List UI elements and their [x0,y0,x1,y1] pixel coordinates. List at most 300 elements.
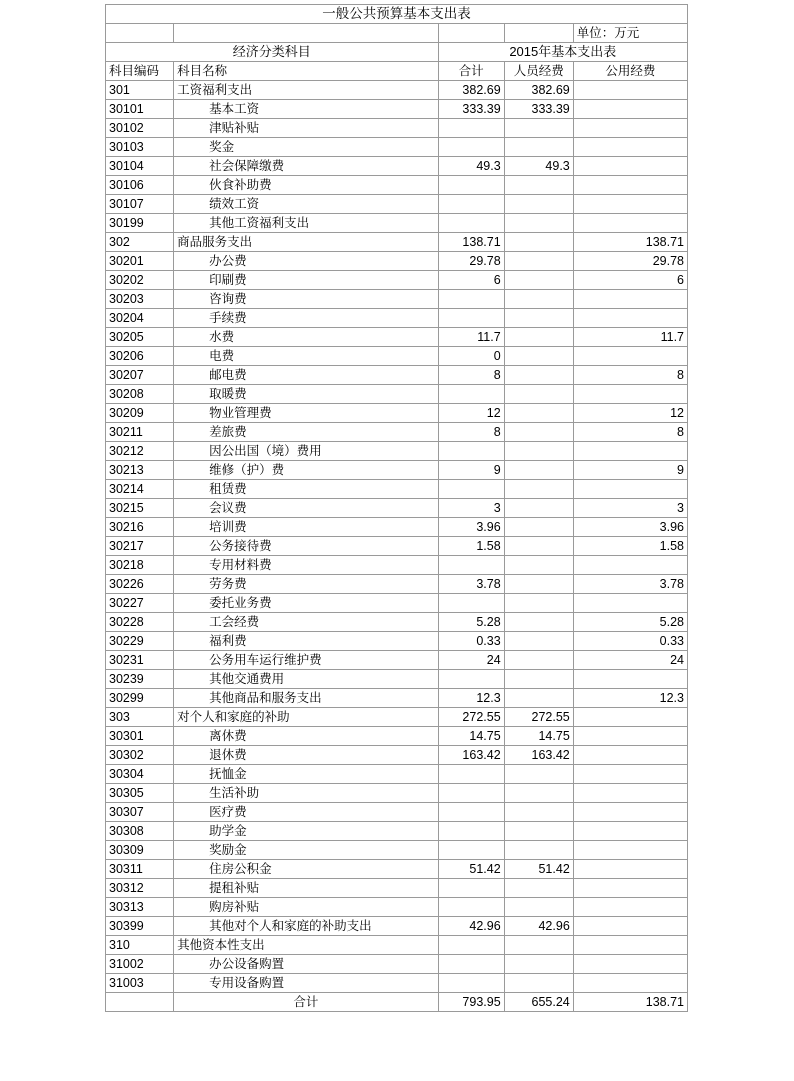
table-row [106,613,688,632]
cell-personnel [504,974,573,993]
group-header-economic-category: 经济分类科目 [106,43,439,62]
cell-personnel: 42.96 [504,917,573,936]
cell-subject-name: 提租补贴 [174,879,438,898]
cell-total: 12 [438,404,504,423]
cell-subject-name: 委托业务费 [174,594,438,613]
table-row [106,765,688,784]
table-row [106,784,688,803]
cell-public [573,480,687,499]
cell-code: 31002 [106,955,174,974]
cell-code: 30312 [106,879,174,898]
cell-public: 3 [573,499,687,518]
cell-code: 31003 [106,974,174,993]
cell-public: 0.33 [573,632,687,651]
cell-total [438,898,504,917]
cell-code: 30204 [106,309,174,328]
cell-total: 9 [438,461,504,480]
cell-subject-name: 差旅费 [174,423,438,442]
cell-personnel [504,537,573,556]
cell-code: 30106 [106,176,174,195]
cell-personnel [504,784,573,803]
cell-code: 30218 [106,556,174,575]
cell-public: 29.78 [573,252,687,271]
cell-total: 24 [438,651,504,670]
cell-public: 6 [573,271,687,290]
cell-total [438,195,504,214]
table-row [106,860,688,879]
cell-code: 30309 [106,841,174,860]
cell-subject-name: 生活补助 [174,784,438,803]
cell-total: 163.42 [438,746,504,765]
cell-subject-name: 专用材料费 [174,556,438,575]
cell-total [438,119,504,138]
table-row [106,138,688,157]
cell-subject-name: 购房补贴 [174,898,438,917]
cell-personnel [504,404,573,423]
cell-subject-name: 培训费 [174,518,438,537]
cell-subject-name: 其他交通费用 [174,670,438,689]
cell-code: 30206 [106,347,174,366]
cell-personnel [504,138,573,157]
cell-code: 301 [106,81,174,100]
cell-personnel [504,936,573,955]
table-row [106,157,688,176]
cell-public [573,119,687,138]
table-row [106,518,688,537]
table-row [106,746,688,765]
cell-code: 30211 [106,423,174,442]
cell-personnel [504,803,573,822]
title-row [106,5,688,24]
cell-subject-name: 维修（护）费 [174,461,438,480]
cell-code: 30207 [106,366,174,385]
cell-personnel [504,423,573,442]
page-title: 一般公共预算基本支出表 [106,5,688,24]
cell-total: 3 [438,499,504,518]
cell-public [573,822,687,841]
cell-total: 12.3 [438,689,504,708]
cell-personnel: 163.42 [504,746,573,765]
cell-code: 303 [106,708,174,727]
cell-public [573,860,687,879]
cell-code: 30228 [106,613,174,632]
cell-code: 30304 [106,765,174,784]
unit-row [106,24,688,43]
cell-public: 5.28 [573,613,687,632]
cell-public [573,746,687,765]
cell-personnel [504,385,573,404]
cell-code: 30202 [106,271,174,290]
cell-subject-name: 劳务费 [174,575,438,594]
cell-personnel [504,328,573,347]
cell-personnel: 51.42 [504,860,573,879]
cell-total [438,822,504,841]
cell-public [573,214,687,233]
cell-code: 30226 [106,575,174,594]
cell-subject-name: 对个人和家庭的补助 [174,708,438,727]
cell-public [573,727,687,746]
cell-code: 30301 [106,727,174,746]
cell-public [573,442,687,461]
cell-personnel: 333.39 [504,100,573,119]
table-row [106,461,688,480]
table-row [106,917,688,936]
cell-total: 49.3 [438,157,504,176]
cell-code: 30102 [106,119,174,138]
cell-subject-name: 工资福利支出 [174,81,438,100]
cell-public [573,955,687,974]
table-row [106,252,688,271]
cell-code: 30305 [106,784,174,803]
cell-subject-name: 社会保障缴费 [174,157,438,176]
cell-code: 30208 [106,385,174,404]
table-row [106,347,688,366]
cell-total: 5.28 [438,613,504,632]
cell-total [438,974,504,993]
cell-code: 30101 [106,100,174,119]
cell-code: 30308 [106,822,174,841]
cell-personnel [504,879,573,898]
cell-total [438,670,504,689]
table-row [106,309,688,328]
table-row [106,195,688,214]
cell-public: 1.58 [573,537,687,556]
cell-total [438,841,504,860]
cell-public [573,841,687,860]
table-row [106,689,688,708]
table-row [106,936,688,955]
cell-code: 30205 [106,328,174,347]
cell-personnel [504,480,573,499]
cell-subject-name: 商品服务支出 [174,233,438,252]
cell-public: 12 [573,404,687,423]
cell-public [573,556,687,575]
cell-code: 30216 [106,518,174,537]
cell-total [438,936,504,955]
cell-total: 51.42 [438,860,504,879]
table-row [106,898,688,917]
cell-subject-name: 邮电费 [174,366,438,385]
cell-subject-name: 奖励金 [174,841,438,860]
cell-subject-name: 咨询费 [174,290,438,309]
table-row [106,404,688,423]
cell-personnel [504,442,573,461]
cell-code: 30201 [106,252,174,271]
cell-personnel [504,499,573,518]
cell-total: 272.55 [438,708,504,727]
cell-total [438,594,504,613]
cell-public [573,176,687,195]
cell-personnel [504,575,573,594]
cell-total: 29.78 [438,252,504,271]
grand-total-personnel: 655.24 [504,993,573,1012]
table-row [106,100,688,119]
table-row [106,727,688,746]
cell-code: 30307 [106,803,174,822]
cell-code: 30214 [106,480,174,499]
cell-public [573,290,687,309]
cell-subject-name: 福利费 [174,632,438,651]
cell-public [573,898,687,917]
cell-public [573,594,687,613]
group-header-year-basic-expenditure: 2015年基本支出表 [438,43,687,62]
cell-total [438,955,504,974]
cell-personnel [504,898,573,917]
cell-subject-name: 办公费 [174,252,438,271]
table-row [106,632,688,651]
cell-public [573,765,687,784]
cell-total: 6 [438,271,504,290]
table-row [106,81,688,100]
unit-row-spacer-personnel [504,24,573,43]
grand-total-row [106,993,688,1012]
cell-total: 382.69 [438,81,504,100]
cell-personnel [504,290,573,309]
cell-subject-name: 取暖费 [174,385,438,404]
cell-personnel [504,252,573,271]
table-row [106,480,688,499]
cell-public [573,708,687,727]
cell-code: 30231 [106,651,174,670]
cell-code: 30213 [106,461,174,480]
cell-subject-name: 助学金 [174,822,438,841]
cell-personnel [504,841,573,860]
cell-subject-name: 会议费 [174,499,438,518]
cell-code: 30302 [106,746,174,765]
cell-personnel: 14.75 [504,727,573,746]
table-row [106,385,688,404]
grand-total-code-cell [106,993,174,1012]
cell-public: 12.3 [573,689,687,708]
cell-total: 8 [438,423,504,442]
cell-personnel [504,765,573,784]
cell-personnel [504,271,573,290]
cell-code: 30215 [106,499,174,518]
cell-code: 30107 [106,195,174,214]
table-row [106,499,688,518]
table-row [106,214,688,233]
cell-personnel [504,233,573,252]
cell-subject-name: 伙食补助费 [174,176,438,195]
table-row [106,290,688,309]
cell-code: 30399 [106,917,174,936]
cell-subject-name: 租赁费 [174,480,438,499]
grand-total-total: 793.95 [438,993,504,1012]
cell-code: 30203 [106,290,174,309]
table-row [106,670,688,689]
cell-public [573,347,687,366]
cell-subject-name: 印刷费 [174,271,438,290]
table-row [106,271,688,290]
cell-subject-name: 因公出国（境）费用 [174,442,438,461]
cell-total [438,385,504,404]
cell-personnel [504,670,573,689]
cell-total: 0.33 [438,632,504,651]
table-row [106,423,688,442]
cell-subject-name: 办公设备购置 [174,955,438,974]
cell-subject-name: 津贴补贴 [174,119,438,138]
cell-public: 24 [573,651,687,670]
cell-code: 30311 [106,860,174,879]
cell-public [573,974,687,993]
cell-personnel [504,214,573,233]
unit-row-spacer-total [438,24,504,43]
cell-code: 30229 [106,632,174,651]
column-header-code: 科目编码 [106,62,174,81]
cell-public [573,936,687,955]
table-row [106,708,688,727]
cell-code: 30239 [106,670,174,689]
cell-subject-name: 专用设备购置 [174,974,438,993]
cell-personnel [504,955,573,974]
cell-public: 3.78 [573,575,687,594]
cell-total [438,765,504,784]
table-row [106,651,688,670]
cell-subject-name: 水费 [174,328,438,347]
table-row [106,119,688,138]
cell-public [573,879,687,898]
cell-total [438,138,504,157]
cell-subject-name: 医疗费 [174,803,438,822]
grand-total-public: 138.71 [573,993,687,1012]
cell-public: 3.96 [573,518,687,537]
table-row [106,803,688,822]
cell-subject-name: 物业管理费 [174,404,438,423]
cell-subject-name: 抚恤金 [174,765,438,784]
table-row [106,955,688,974]
unit-row-spacer-code [106,24,174,43]
cell-subject-name: 其他对个人和家庭的补助支出 [174,917,438,936]
cell-total: 42.96 [438,917,504,936]
cell-code: 30104 [106,157,174,176]
cell-total [438,879,504,898]
cell-personnel [504,195,573,214]
cell-total [438,176,504,195]
cell-public [573,309,687,328]
column-header-name: 科目名称 [174,62,438,81]
cell-total: 1.58 [438,537,504,556]
table-row [106,537,688,556]
cell-code: 30212 [106,442,174,461]
budget-table-body [106,5,688,1012]
column-header-row [106,62,688,81]
cell-public [573,803,687,822]
cell-personnel [504,366,573,385]
cell-total: 3.96 [438,518,504,537]
column-header-personnel: 人员经费 [504,62,573,81]
table-row [106,233,688,252]
cell-public: 9 [573,461,687,480]
cell-subject-name: 绩效工资 [174,195,438,214]
cell-subject-name: 其他商品和服务支出 [174,689,438,708]
cell-total: 333.39 [438,100,504,119]
cell-subject-name: 公务接待费 [174,537,438,556]
cell-subject-name: 其他资本性支出 [174,936,438,955]
cell-public [573,195,687,214]
cell-total: 3.78 [438,575,504,594]
unit-row-spacer-name [174,24,438,43]
table-row [106,575,688,594]
cell-total [438,309,504,328]
cell-personnel [504,556,573,575]
cell-personnel [504,613,573,632]
cell-subject-name: 奖金 [174,138,438,157]
cell-total: 0 [438,347,504,366]
cell-total [438,442,504,461]
cell-total: 14.75 [438,727,504,746]
cell-total: 8 [438,366,504,385]
cell-code: 30217 [106,537,174,556]
unit-label: 单位：万元 [573,24,687,43]
cell-personnel [504,632,573,651]
cell-personnel [504,309,573,328]
cell-public: 11.7 [573,328,687,347]
cell-public [573,157,687,176]
cell-total [438,803,504,822]
table-row [106,974,688,993]
cell-code: 310 [106,936,174,955]
cell-code: 30209 [106,404,174,423]
cell-total [438,480,504,499]
table-row [106,328,688,347]
cell-subject-name: 工会经费 [174,613,438,632]
cell-public: 8 [573,423,687,442]
table-row [106,879,688,898]
cell-subject-name: 退休费 [174,746,438,765]
cell-total [438,214,504,233]
cell-code: 30299 [106,689,174,708]
cell-personnel: 272.55 [504,708,573,727]
table-row [106,822,688,841]
cell-personnel [504,347,573,366]
cell-subject-name: 住房公积金 [174,860,438,879]
cell-code: 30103 [106,138,174,157]
cell-public [573,81,687,100]
cell-total [438,784,504,803]
cell-personnel: 49.3 [504,157,573,176]
table-row [106,594,688,613]
cell-subject-name: 手续费 [174,309,438,328]
cell-personnel [504,119,573,138]
cell-personnel [504,176,573,195]
cell-public: 138.71 [573,233,687,252]
column-header-public: 公用经费 [573,62,687,81]
cell-total: 11.7 [438,328,504,347]
table-row [106,176,688,195]
cell-personnel: 382.69 [504,81,573,100]
cell-code: 30227 [106,594,174,613]
cell-personnel [504,594,573,613]
cell-public [573,100,687,119]
cell-total [438,556,504,575]
cell-personnel [504,689,573,708]
cell-code: 302 [106,233,174,252]
table-row [106,556,688,575]
grand-total-label: 合计 [174,993,438,1012]
cell-public [573,385,687,404]
budget-sheet [105,4,688,1012]
column-header-total: 合计 [438,62,504,81]
cell-subject-name: 基本工资 [174,100,438,119]
table-row [106,442,688,461]
cell-subject-name: 其他工资福利支出 [174,214,438,233]
table-row [106,366,688,385]
table-row [106,841,688,860]
cell-subject-name: 电费 [174,347,438,366]
cell-public [573,670,687,689]
cell-subject-name: 离休费 [174,727,438,746]
cell-personnel [504,651,573,670]
